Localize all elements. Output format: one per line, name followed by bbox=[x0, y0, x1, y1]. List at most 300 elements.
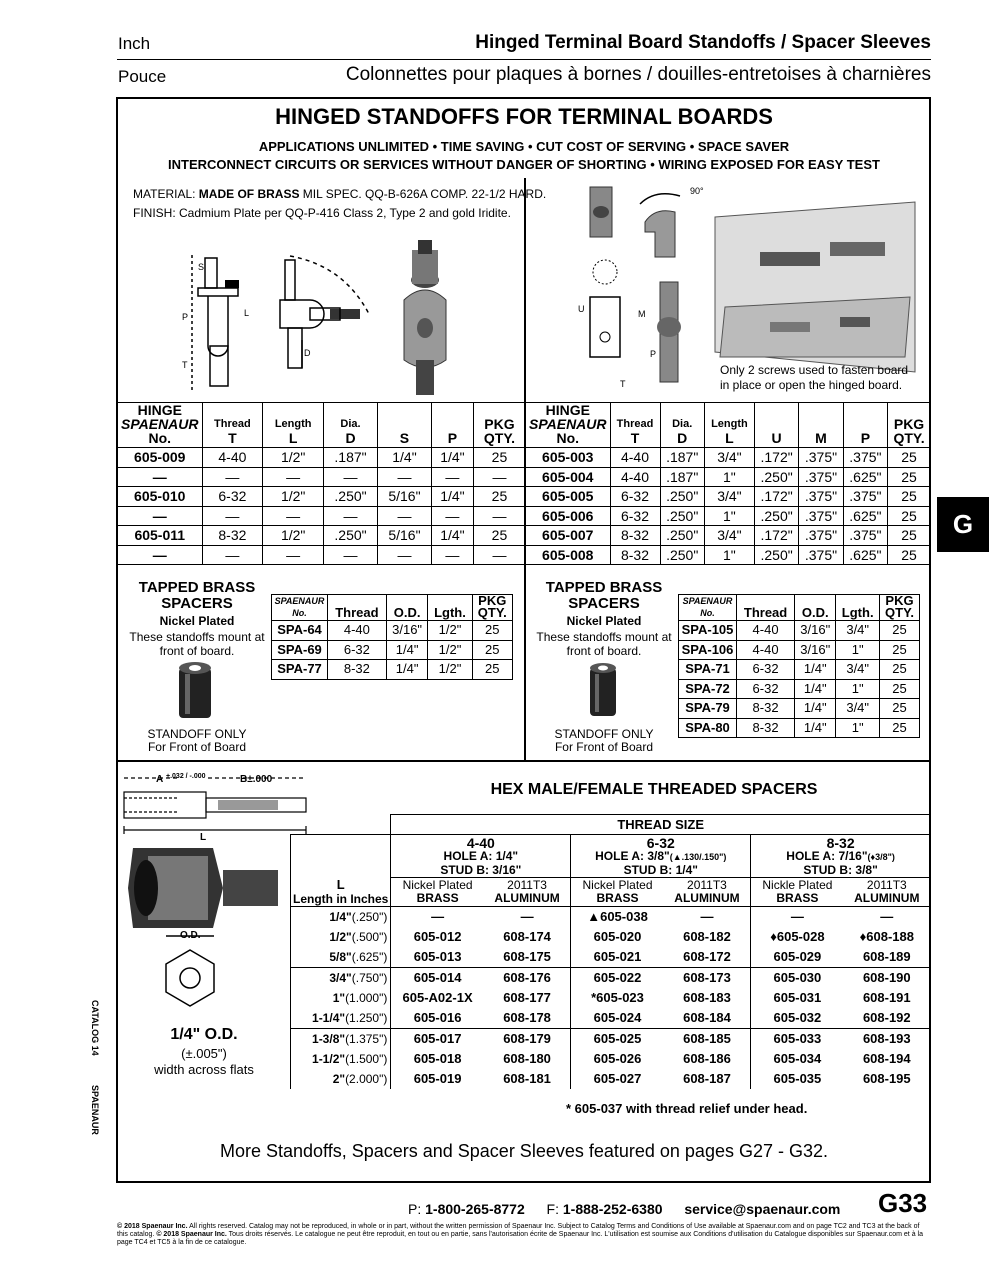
part-number: SPA-69 bbox=[272, 640, 328, 660]
part-number: 608-175 bbox=[503, 948, 551, 964]
cell: .250" bbox=[754, 467, 798, 487]
part-number: 608-182 bbox=[683, 928, 731, 944]
col-thread: Thread T bbox=[202, 403, 263, 448]
drawing-label-d: D bbox=[304, 348, 311, 358]
part-number: 608-189 bbox=[862, 948, 911, 964]
part-number: 608-186 bbox=[683, 1050, 731, 1066]
cell: — bbox=[202, 506, 263, 526]
table-row bbox=[118, 526, 525, 546]
cell: 1" bbox=[836, 718, 880, 738]
drawing-label-t: T bbox=[182, 360, 188, 370]
col-m-r: M bbox=[799, 403, 843, 448]
phone-label: P: bbox=[408, 1201, 426, 1217]
part-number: 608-183 bbox=[683, 989, 731, 1005]
cell: 25 bbox=[888, 526, 930, 546]
col-p-r: P bbox=[843, 403, 887, 448]
fax-number: 1-888-252-6380 bbox=[562, 1201, 663, 1217]
table-row bbox=[272, 640, 513, 660]
cell: 4-40 bbox=[610, 467, 660, 487]
part-number: 608-174 bbox=[503, 928, 551, 944]
cell: .375" bbox=[799, 467, 843, 487]
part-number: 605-022 bbox=[571, 967, 664, 987]
features-line-2: INTERCONNECT CIRCUITS OR SERVICES WITHOUT DANGER OF SHORTING • WIRING EXPOSED FOR EASY TEST bbox=[168, 157, 880, 172]
standoff-note-left: STANDOFF ONLY For Front of Board bbox=[147, 727, 247, 754]
cell: .375" bbox=[799, 448, 843, 468]
table-row bbox=[291, 1008, 931, 1028]
part-number: 605-027 bbox=[571, 1069, 664, 1089]
more-info-text: More Standoffs, Spacers and Spacer Sleeves featured on pages G27 - G32. bbox=[219, 1141, 829, 1161]
cell: 6-32 bbox=[328, 640, 387, 660]
part-number: SPA-64 bbox=[272, 621, 328, 641]
part-number: — bbox=[118, 467, 202, 487]
table-row bbox=[291, 1028, 931, 1048]
group-8-32: 8-32 HOLE A: 7/16"(♦3/8") STUD B: 3/8" bbox=[751, 835, 930, 878]
cell: 25 bbox=[879, 679, 919, 699]
hinge-caption: Only 2 screws used to fasten board in place or open the hinged board. bbox=[720, 363, 909, 392]
cell: 1/4" bbox=[795, 699, 836, 719]
cell: 25 bbox=[879, 718, 919, 738]
table-row bbox=[118, 448, 525, 468]
col-length: Length L bbox=[263, 403, 324, 448]
table-row bbox=[291, 927, 931, 947]
col-s: S bbox=[377, 403, 431, 448]
part-number: 608-193 bbox=[844, 1028, 930, 1048]
part-number: 605-010 bbox=[118, 487, 202, 507]
drawing-label-m: M bbox=[638, 309, 646, 319]
part-number: 605-012 bbox=[413, 928, 462, 944]
cell: .375" bbox=[799, 506, 843, 526]
cell: 25 bbox=[472, 640, 512, 660]
cell: 5/16" bbox=[377, 487, 431, 507]
table-row bbox=[291, 988, 931, 1008]
material-text bbox=[133, 187, 546, 201]
cell: — bbox=[324, 506, 378, 526]
cell: 25 bbox=[473, 448, 525, 468]
cell: 1/4" bbox=[377, 448, 431, 468]
part-number: 605-035 bbox=[751, 1069, 844, 1089]
part-number: SPA-71 bbox=[679, 660, 737, 680]
part-number: — bbox=[118, 506, 202, 526]
col-lgth: Lgth. bbox=[428, 595, 472, 621]
cell: 4-40 bbox=[737, 621, 795, 641]
table-row bbox=[118, 506, 525, 526]
col-u-r: U bbox=[754, 403, 798, 448]
material-header: 2011T3 ALUMINUM bbox=[844, 878, 930, 907]
hex-od-tolerance: (±.005") bbox=[181, 1046, 227, 1061]
part-number: 605-025 bbox=[571, 1028, 664, 1048]
part-number: 605-020 bbox=[571, 927, 664, 947]
header-unit-fr: Pouce bbox=[118, 67, 167, 86]
cell: 1" bbox=[704, 506, 754, 526]
cell: 25 bbox=[888, 506, 930, 526]
material-bold: MADE OF BRASS bbox=[198, 187, 300, 201]
part-number: 608-172 bbox=[683, 948, 731, 964]
col-dia: Dia. D bbox=[324, 403, 378, 448]
material-header: Nickel Plated BRASS bbox=[391, 878, 484, 907]
cell: 1" bbox=[704, 467, 754, 487]
length-cell: 1-1/2"(1.500") bbox=[291, 1049, 391, 1069]
cell: .375" bbox=[799, 487, 843, 507]
cell: — bbox=[473, 545, 525, 565]
spacer-icon-left bbox=[177, 660, 213, 724]
cell: 25 bbox=[888, 467, 930, 487]
drawing-label-t2: T bbox=[620, 379, 626, 389]
cell: 3/4" bbox=[836, 621, 880, 641]
cell: .187" bbox=[660, 467, 704, 487]
material-rest: MIL SPEC. QQ-B-626A COMP. 22-1/2 HARD. bbox=[299, 187, 547, 201]
part-number: 605-019 bbox=[413, 1071, 462, 1087]
cell: .250" bbox=[660, 526, 704, 546]
cell: 1/4" bbox=[431, 487, 473, 507]
cell: .250" bbox=[754, 545, 798, 565]
tapped-table-left bbox=[271, 594, 513, 680]
cell: .625" bbox=[843, 506, 887, 526]
cell: 6-32 bbox=[737, 679, 795, 699]
col-pkg: PKG QTY. bbox=[473, 403, 525, 448]
part-number: 608-187 bbox=[683, 1071, 731, 1087]
cell: 3/4" bbox=[704, 526, 754, 546]
part-number: 605-016 bbox=[413, 1009, 462, 1025]
cell: 6-32 bbox=[610, 487, 660, 507]
col-spa-r: SPAENAUR No. bbox=[679, 595, 737, 621]
col-thread-r: Thread bbox=[737, 595, 795, 621]
cell: 6-32 bbox=[610, 506, 660, 526]
cell: 3/16" bbox=[795, 640, 836, 660]
cell: 1/2" bbox=[428, 621, 472, 641]
cell: — bbox=[263, 506, 324, 526]
cell: — bbox=[202, 545, 263, 565]
table-row bbox=[291, 967, 931, 987]
cell: 8-32 bbox=[737, 718, 795, 738]
cell: 5/16" bbox=[377, 526, 431, 546]
part-number: 608-190 bbox=[844, 967, 930, 987]
cell: .375" bbox=[799, 526, 843, 546]
part-number: 605-032 bbox=[751, 1008, 844, 1028]
part-number: 608-191 bbox=[862, 989, 911, 1005]
part-number: 608-177 bbox=[503, 989, 551, 1005]
cell: .250" bbox=[324, 487, 378, 507]
col-lgth-r: Lgth. bbox=[836, 595, 880, 621]
cell: 1/4" bbox=[795, 660, 836, 680]
hex-spacer-drawing bbox=[118, 768, 318, 1013]
hex-od-desc: width across flats bbox=[154, 1062, 254, 1077]
tapped-title-left: TAPPED BRASS SPACERS bbox=[138, 579, 256, 612]
part-number: SPA-106 bbox=[679, 640, 737, 660]
cell: 8-32 bbox=[737, 699, 795, 719]
part-number: 605-008 bbox=[526, 545, 610, 565]
col-hinge-r: HINGE SPAENAUR No. bbox=[526, 403, 610, 448]
hex-label-a-tol: +.032 / -.000 bbox=[166, 773, 206, 780]
part-number: ▲605-038 bbox=[571, 907, 664, 927]
cell: .375" bbox=[799, 545, 843, 565]
cell: 3/4" bbox=[704, 487, 754, 507]
table-row bbox=[526, 487, 930, 507]
cell: — bbox=[324, 545, 378, 565]
group-6-32: 6-32 HOLE A: 3/8"(▲.130/.150") STUD B: 1/4" bbox=[571, 835, 751, 878]
spacer-icon-right bbox=[588, 660, 618, 722]
finish-text: FINISH: Cadmium Plate per QQ-P-416 Class 2, Type 2 and gold Iridite. bbox=[133, 206, 511, 220]
table-row bbox=[679, 699, 920, 719]
cell: .375" bbox=[843, 487, 887, 507]
part-number: 608-178 bbox=[503, 1009, 551, 1025]
table-row bbox=[526, 545, 930, 565]
cell: .250" bbox=[660, 545, 704, 565]
col-thread: Thread bbox=[328, 595, 387, 621]
tapped-plating-left: Nickel Plated bbox=[159, 614, 235, 628]
part-number: 605-A02-1X bbox=[402, 989, 473, 1005]
col-pkg-r: PKG QTY. bbox=[879, 595, 919, 621]
part-number: 605-006 bbox=[526, 506, 610, 526]
side-brand: SPAENAUR bbox=[90, 1085, 100, 1135]
footer-contact bbox=[408, 1201, 840, 1217]
material-header: Nickel Plated BRASS bbox=[571, 878, 664, 907]
cell: 1" bbox=[836, 640, 880, 660]
hinge-standoff-drawing bbox=[180, 240, 460, 400]
length-cell: 1/4"(.250") bbox=[291, 907, 391, 927]
cell: 25 bbox=[473, 526, 525, 546]
part-number: 605-021 bbox=[571, 947, 664, 967]
part-number: SPA-80 bbox=[679, 718, 737, 738]
part-number: — bbox=[391, 907, 484, 927]
cell: 1/4" bbox=[431, 448, 473, 468]
cell: 1" bbox=[836, 679, 880, 699]
tapped-desc-right: These standoffs mount at front of board. bbox=[536, 630, 672, 658]
cell: 1/2" bbox=[428, 640, 472, 660]
hex-od-title: 1/4" O.D. bbox=[170, 1026, 238, 1043]
part-number: 608-180 bbox=[503, 1050, 551, 1066]
material-label: MATERIAL: bbox=[133, 187, 199, 201]
col-spa: SPAENAUR No. bbox=[272, 595, 328, 621]
part-number: 608-185 bbox=[664, 1028, 751, 1048]
cell: 4-40 bbox=[202, 448, 263, 468]
drawing-label-p: P bbox=[182, 312, 189, 322]
cell: 3/4" bbox=[836, 699, 880, 719]
cell: .172" bbox=[754, 448, 798, 468]
cell: 1/2" bbox=[263, 526, 324, 546]
part-number: 608-179 bbox=[484, 1028, 571, 1048]
part-number: 605-030 bbox=[751, 967, 844, 987]
col-thread-r: Thread T bbox=[610, 403, 660, 448]
cell: 8-32 bbox=[610, 545, 660, 565]
part-number: — bbox=[751, 907, 844, 927]
phone-number[interactable]: 1-800-265-8772 bbox=[425, 1201, 525, 1217]
cell: 25 bbox=[888, 545, 930, 565]
material-header: 2011T3 ALUMINUM bbox=[664, 878, 751, 907]
part-number: SPA-105 bbox=[679, 621, 737, 641]
cell: — bbox=[324, 467, 378, 487]
table-row bbox=[679, 718, 920, 738]
cell: 8-32 bbox=[610, 526, 660, 546]
table-row bbox=[291, 1049, 931, 1069]
section-divider bbox=[117, 760, 930, 762]
cell: 3/4" bbox=[704, 448, 754, 468]
drawing-angle-label: 90° bbox=[690, 186, 704, 196]
hinge-table-left bbox=[118, 402, 525, 565]
thread-size-header: THREAD SIZE bbox=[391, 815, 930, 835]
header-rule bbox=[117, 59, 931, 60]
cell: 1/2" bbox=[263, 487, 324, 507]
table-row bbox=[118, 545, 525, 565]
cell: 25 bbox=[472, 660, 512, 680]
part-number: ♦605-028 bbox=[751, 927, 844, 947]
drawing-label-p2: P bbox=[650, 349, 657, 359]
standoff-note-right: STANDOFF ONLY For Front of Board bbox=[554, 727, 654, 754]
cell: .250" bbox=[660, 487, 704, 507]
hex-table bbox=[290, 814, 930, 1089]
cell: .172" bbox=[754, 526, 798, 546]
cell: 3/16" bbox=[795, 621, 836, 641]
part-number: 605-009 bbox=[118, 448, 202, 468]
cell: .250" bbox=[754, 506, 798, 526]
part-number: 605-018 bbox=[413, 1050, 462, 1066]
features-line-1: APPLICATIONS UNLIMITED • TIME SAVING • CUT COST OF SERVING • SPACE SAVER bbox=[258, 139, 790, 154]
cell: — bbox=[202, 467, 263, 487]
length-cell: 2"(2.000") bbox=[291, 1069, 391, 1089]
legal-text: © 2018 Spaenaur Inc. All rights reserved. Catalog may not be reproduced, in whole or in part, without the written permission of Spaenaur Inc. Subject to Catalog Terms and Conditions of Use available at Spaenaur.com and on page TC2 and TC3 at the back of this catalog. © 2018 Spaenaur Inc. Tous droits réservés. Le catalogue ne peut être reproduit, en tout ou en partie, sans l'autorisation écrite de Spaenaur Inc. L'utilisation est soumise aux Conditions d'utilisation du Catalogue disponibles sur Spaenaur.com et à la page TC4 et TC5 à la fin de ce catalogue. bbox=[117, 1223, 923, 1246]
header-unit-en: Inch bbox=[118, 34, 151, 53]
length-cell: 5/8"(.625") bbox=[291, 947, 391, 967]
cell: 4-40 bbox=[610, 448, 660, 468]
cell: — bbox=[431, 506, 473, 526]
cell: 8-32 bbox=[328, 660, 387, 680]
material-header: Nickle Plated BRASS bbox=[751, 878, 844, 907]
cell: 8-32 bbox=[202, 526, 263, 546]
fax-label: F: bbox=[546, 1201, 563, 1217]
cell: — bbox=[431, 467, 473, 487]
tapped-title-right: TAPPED BRASS SPACERS bbox=[545, 579, 663, 612]
part-number: 608-192 bbox=[862, 1009, 911, 1025]
cell: 25 bbox=[888, 448, 930, 468]
part-number: 605-029 bbox=[751, 947, 844, 967]
part-number: 605-033 bbox=[751, 1028, 844, 1048]
col-hinge: HINGE SPAENAUR No. bbox=[118, 403, 202, 448]
col-p: P bbox=[431, 403, 473, 448]
table-row bbox=[679, 679, 920, 699]
part-number: 605-014 bbox=[391, 967, 484, 987]
table-row bbox=[526, 526, 930, 546]
length-header: L Length in Inches bbox=[291, 878, 391, 907]
length-cell: 3/4"(.750") bbox=[291, 967, 391, 987]
cell: 1/4" bbox=[386, 660, 428, 680]
cell: 25 bbox=[879, 621, 919, 641]
header-title-fr: Colonnettes pour plaques à bornes / douilles-entretoises à charnières bbox=[345, 64, 931, 85]
part-number: 605-017 bbox=[391, 1028, 484, 1048]
col-dia-r: Dia. D bbox=[660, 403, 704, 448]
part-number: SPA-79 bbox=[679, 699, 737, 719]
cell: 1/4" bbox=[386, 640, 428, 660]
hinged-board-drawing bbox=[560, 182, 925, 392]
hinge-table-right bbox=[526, 402, 930, 565]
length-cell: 1-3/8"(1.375") bbox=[291, 1028, 391, 1048]
part-number: ♦608-188 bbox=[859, 928, 914, 944]
cell: — bbox=[377, 545, 431, 565]
page-number: G33 bbox=[878, 1188, 928, 1218]
part-number: — bbox=[664, 907, 751, 927]
cell: 3/4" bbox=[836, 660, 880, 680]
cell: 25 bbox=[473, 487, 525, 507]
cell: — bbox=[473, 506, 525, 526]
table-row bbox=[679, 621, 920, 641]
drawing-label-u: U bbox=[578, 304, 585, 314]
part-number: — bbox=[844, 907, 930, 927]
cell: 25 bbox=[888, 487, 930, 507]
part-number: 605-024 bbox=[571, 1008, 664, 1028]
cell: 1/4" bbox=[795, 679, 836, 699]
cell: — bbox=[473, 467, 525, 487]
table-row bbox=[291, 1069, 931, 1089]
cell: 4-40 bbox=[328, 621, 387, 641]
email-link[interactable]: service@spaenaur.com bbox=[684, 1201, 841, 1217]
cell: 25 bbox=[879, 640, 919, 660]
cell: 6-32 bbox=[737, 660, 795, 680]
cell: .187" bbox=[660, 448, 704, 468]
part-number: 608-194 bbox=[862, 1050, 911, 1066]
cell: — bbox=[263, 467, 324, 487]
part-number: SPA-72 bbox=[679, 679, 737, 699]
cell: 1/4" bbox=[795, 718, 836, 738]
cell: 1/2" bbox=[428, 660, 472, 680]
group-4-40: 4-40 HOLE A: 1/4" STUD B: 3/16" bbox=[391, 835, 571, 878]
part-number: 605-005 bbox=[526, 487, 610, 507]
table-row bbox=[272, 660, 513, 680]
side-catalog: CATALOG 14 bbox=[90, 1000, 100, 1056]
part-number: SPA-77 bbox=[272, 660, 328, 680]
table-row bbox=[118, 467, 525, 487]
part-number: 605-013 bbox=[413, 948, 462, 964]
cell: 4-40 bbox=[737, 640, 795, 660]
col-pkg-r: PKG QTY. bbox=[888, 403, 930, 448]
table-row bbox=[526, 448, 930, 468]
part-number: 608-184 bbox=[683, 1009, 731, 1025]
part-number: — bbox=[118, 545, 202, 565]
cell: — bbox=[377, 467, 431, 487]
table-row bbox=[526, 506, 930, 526]
hex-footnote: * 605-037 with thread relief under head. bbox=[566, 1101, 808, 1116]
cell: 3/16" bbox=[386, 621, 428, 641]
table-row bbox=[291, 947, 931, 967]
hex-label-b: B±.000 bbox=[240, 774, 273, 785]
cell: 1" bbox=[704, 545, 754, 565]
tapped-plating-right: Nickel Plated bbox=[566, 614, 642, 628]
table-row bbox=[526, 467, 930, 487]
tapped-desc-left: These standoffs mount at front of board. bbox=[129, 630, 265, 658]
hex-label-a: A bbox=[156, 774, 164, 785]
part-number: 605-026 bbox=[571, 1049, 664, 1069]
section-title: HINGED STANDOFFS FOR TERMINAL BOARDS bbox=[275, 104, 773, 129]
part-number: 605-034 bbox=[751, 1049, 844, 1069]
part-number: 605-007 bbox=[526, 526, 610, 546]
cell: .250" bbox=[660, 506, 704, 526]
hex-title: HEX MALE/FEMALE THREADED SPACERS bbox=[490, 781, 818, 798]
cell: .187" bbox=[324, 448, 378, 468]
col-length-r: Length L bbox=[704, 403, 754, 448]
section-tab-g[interactable]: G bbox=[937, 497, 989, 552]
part-number: 605-011 bbox=[118, 526, 202, 546]
cell: 25 bbox=[879, 660, 919, 680]
cell: .250" bbox=[324, 526, 378, 546]
hex-label-od: O.D. bbox=[180, 930, 201, 941]
part-number: 605-004 bbox=[526, 467, 610, 487]
col-od-r: O.D. bbox=[795, 595, 836, 621]
table-row bbox=[679, 640, 920, 660]
hex-label-l: L bbox=[200, 832, 207, 843]
part-number: 608-173 bbox=[664, 967, 751, 987]
drawing-label-s: S bbox=[198, 262, 205, 272]
cell: .172" bbox=[754, 487, 798, 507]
drawing-label-l: L bbox=[244, 308, 250, 318]
part-number: 608-181 bbox=[503, 1071, 551, 1087]
length-cell: 1-1/4"(1.250") bbox=[291, 1008, 391, 1028]
